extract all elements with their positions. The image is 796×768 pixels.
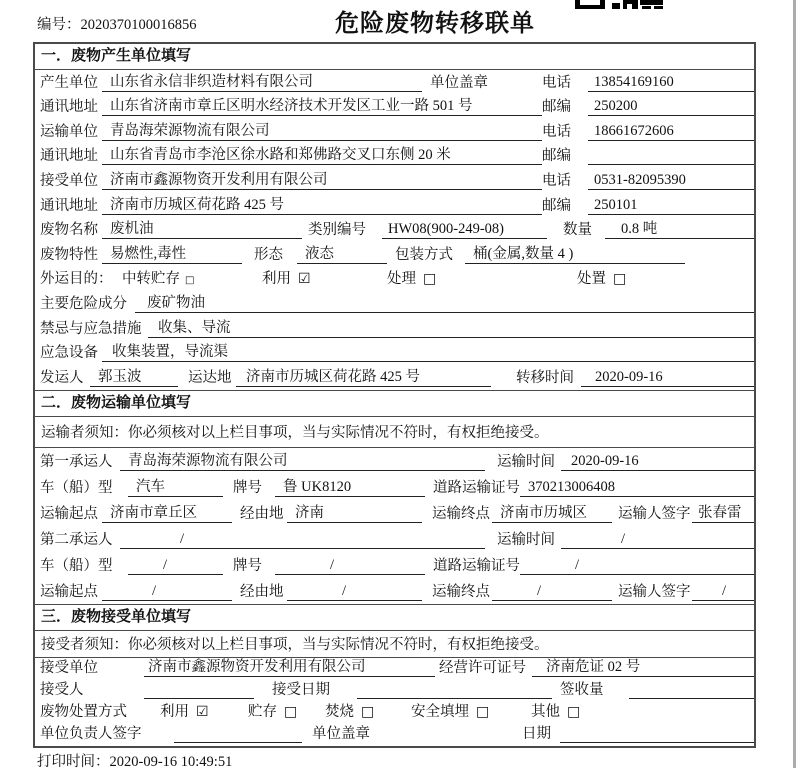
section-header-transporter: 二．废物运输单位填写: [35, 391, 754, 417]
category-code-label: 类别编号: [308, 222, 366, 239]
destination-field: 济南市历城区荷花路 425 号: [236, 368, 491, 387]
waste-property-label: 废物特性: [40, 246, 98, 263]
transfer-date-label: 转移时间: [516, 369, 574, 386]
section-producer: [35, 44, 754, 390]
disposal-incinerate-checkbox: [325, 703, 411, 721]
disposal-storage-checkbox: [248, 703, 325, 721]
unit-leader-signature-field: [174, 725, 302, 743]
carrier-signature2-field: /: [692, 582, 754, 601]
checkbox-icon: □: [284, 703, 298, 720]
vehicle-type-label: 车（船）型: [40, 479, 113, 496]
producer-phone-field: 13854169160: [588, 73, 754, 92]
road-permit-field: 370213006408: [520, 478, 754, 497]
plate-number-label: 牌号: [233, 479, 262, 496]
route-end-label: 运输终点: [432, 505, 490, 522]
first-carrier-label: 第一承运人: [40, 453, 113, 470]
form-row: [35, 578, 754, 604]
disposal-incinerate-checkbox-label: 焚烧: [325, 703, 354, 720]
form-row: [35, 193, 754, 218]
transfer-storage-checkbox-label: 中转贮存: [122, 271, 180, 288]
license-number-field: 济南危证 02 号: [532, 658, 754, 677]
producer-phone-label: 电话: [542, 74, 571, 91]
form-row: [35, 291, 754, 316]
utilize-checkbox-label: 利用: [262, 271, 291, 288]
disposal-other-checkbox-label: 其他: [531, 703, 560, 720]
accept-date-label: 接受日期: [272, 681, 330, 698]
route-via-label: 经由地: [240, 505, 284, 522]
route-via-field: 济南: [287, 504, 422, 523]
vehicle-type2-field: /: [128, 556, 223, 575]
plate-number2-field: /: [275, 556, 425, 575]
producer-unit-field: 山东省永信非织造材料有限公司: [102, 73, 422, 92]
carrier-signature2-label: 运输人签字: [618, 583, 691, 600]
outbound-purpose-label: 外运目的：: [40, 271, 113, 288]
transport-postcode-label: 邮编: [542, 148, 571, 165]
unit-seal2-text: 单位盖章: [312, 725, 370, 742]
road-permit2-label: 道路运输证号: [433, 557, 520, 574]
dispose-checkbox-label: 处置: [577, 271, 606, 288]
disposal-method-label: 废物处置方式: [40, 703, 127, 720]
transfer-storage-checkbox: [122, 270, 262, 288]
transport-date2-label: 运输时间: [497, 531, 555, 548]
received-amount-label: 签收量: [560, 681, 604, 698]
producer-postcode-field: 250200: [588, 97, 754, 116]
section-transporter: [35, 390, 754, 604]
transport-address-field: 山东省青岛市李沧区徐水路和郑佛路交叉口东侧 20 米: [102, 146, 542, 165]
quantity-field: 0.8 吨: [605, 220, 754, 239]
emergency-equipment-field: 收集装置，导流渠: [102, 343, 754, 362]
checkbox-checked-icon: ☑: [196, 703, 209, 720]
form-row: [35, 168, 754, 193]
disposal-utilize-checkbox-label: 利用: [160, 703, 189, 720]
road-permit-label: 道路运输证号: [433, 479, 520, 496]
producer-address-field: 山东省济南市章丘区明水经济技术开发区工业一路 501 号: [102, 97, 542, 116]
carrier-signature-label: 运输人签字: [618, 505, 691, 522]
form-row: [35, 341, 754, 366]
accept-person-field: [144, 681, 254, 699]
route-end2-field: /: [492, 582, 612, 601]
page-title: 危险废物转移联单: [335, 10, 535, 37]
plate-number-field: 鲁 UK8120: [275, 478, 425, 497]
emergency-measures-field: 收集、导流: [148, 319, 754, 338]
checkbox-icon: □: [613, 271, 627, 288]
checkbox-icon: □: [567, 703, 581, 720]
main-hazard-field: 废矿物油: [135, 294, 754, 313]
transport-unit-field: 青岛海荣源物流有限公司: [102, 122, 542, 141]
route-end2-label: 运输终点: [432, 583, 490, 600]
form-row: [35, 680, 754, 702]
disposal-storage-checkbox-label: 贮存: [248, 703, 277, 720]
second-carrier-label: 第二承运人: [40, 531, 113, 548]
receiver-postcode-field: 250101: [588, 196, 754, 215]
accept-unit-field: 济南市鑫源物资开发利用有限公司: [144, 658, 435, 677]
treat-checkbox: [387, 270, 577, 288]
section-header-receiver: 三．废物接受单位填写: [35, 605, 754, 631]
form-row: [35, 500, 754, 526]
unit-seal-text: 单位盖章: [430, 74, 488, 91]
route-start2-field: /: [102, 582, 232, 601]
form-row: [35, 658, 754, 680]
receiver-unit-label: 接受单位: [40, 172, 98, 189]
print-time: [37, 750, 232, 768]
route-start-label: 运输起点: [40, 505, 98, 522]
qr-code-icon: [575, 0, 663, 9]
checkbox-icon: □: [361, 703, 375, 720]
form-row: [35, 724, 754, 746]
transport-postcode-field: [588, 147, 754, 165]
waste-name-label: 废物名称: [40, 222, 98, 239]
serial-value: 2020370100016856: [80, 17, 197, 33]
disposal-other-checkbox: [531, 703, 754, 721]
form-row: [35, 448, 754, 474]
producer-postcode-label: 邮编: [542, 99, 571, 116]
route-start-field: 济南市章丘区: [102, 504, 232, 523]
receiver-notice: 接受者须知：你必须核对以上栏目事项，当与实际情况不符时，有权拒绝接受。: [35, 631, 754, 658]
form-row: [35, 242, 754, 267]
plate-number2-label: 牌号: [233, 557, 262, 574]
disposal-landfill-checkbox-label: 安全填埋: [411, 703, 469, 720]
receiver-phone-label: 电话: [542, 172, 571, 189]
checkbox-icon: □: [476, 703, 490, 720]
license-number-label: 经营许可证号: [439, 659, 526, 676]
form-row: [35, 702, 754, 724]
receiver-address-label: 通讯地址: [40, 197, 98, 214]
consignor-label: 发运人: [40, 369, 84, 386]
disposal-landfill-checkbox: [411, 703, 531, 721]
date-field: [560, 725, 754, 743]
route-end-field: 济南市历城区: [492, 504, 612, 523]
print-time-label: 打印时间：: [37, 754, 110, 768]
packaging-field: 桶(金属,数量 4 ): [465, 245, 685, 264]
checkbox-icon: □: [185, 275, 195, 287]
vehicle-type2-label: 车（船）型: [40, 557, 113, 574]
route-via2-label: 经由地: [240, 583, 284, 600]
section-header-producer: 一．废物产生单位填写: [35, 44, 754, 70]
form-row: [35, 316, 754, 341]
dispose-checkbox: [577, 270, 754, 288]
destination-label: 运达地: [188, 369, 232, 386]
emergency-equipment-label: 应急设备: [40, 345, 98, 362]
transporter-notice: 运输者须知：你必须核对以上栏目事项，当与实际情况不符时，有权拒绝接受。: [35, 417, 754, 448]
main-hazard-label: 主要危险成分: [40, 295, 127, 312]
form-row: [35, 218, 754, 243]
receiver-unit-field: 济南市鑫源物资开发利用有限公司: [102, 171, 542, 190]
consignor-field: 郭玉波: [90, 368, 178, 387]
section-receiver: [35, 604, 754, 746]
transport-date-label: 运输时间: [497, 453, 555, 470]
producer-unit-label: 产生单位: [40, 74, 98, 91]
second-carrier-field: /: [120, 530, 485, 549]
waste-property-field: 易燃性,毒性: [102, 245, 242, 264]
transport-unit-label: 运输单位: [40, 123, 98, 140]
receiver-phone-field: 0531-82095390: [588, 171, 754, 190]
packaging-label: 包装方式: [395, 246, 453, 263]
form-row: [35, 526, 754, 552]
form-state-field: 液态: [297, 245, 387, 264]
treat-checkbox-label: 处理: [387, 271, 416, 288]
utilize-checkbox: [262, 270, 387, 288]
form-row: [35, 474, 754, 500]
checkbox-icon: □: [423, 271, 437, 288]
transfer-date-field: 2020-09-16: [581, 368, 754, 387]
form-state-label: 形态: [254, 246, 283, 263]
received-amount-field: [629, 681, 754, 699]
unit-leader-signature-label: 单位负责人签字: [40, 725, 142, 742]
form-row: [35, 552, 754, 578]
date-label: 日期: [522, 725, 551, 742]
disposal-utilize-checkbox: [160, 703, 248, 721]
vehicle-type-field: 汽车: [128, 478, 223, 497]
print-time-value: 2020-09-16 10:49:51: [109, 754, 233, 768]
first-carrier-field: 青岛海荣源物流有限公司: [120, 452, 485, 471]
accept-date-field: [357, 681, 552, 699]
checkbox-checked-icon: ☑: [298, 271, 311, 288]
form-row: [35, 119, 754, 144]
form-row: [35, 95, 754, 120]
transport-phone-label: 电话: [542, 123, 571, 140]
transport-date-field: 2020-09-16: [561, 452, 754, 471]
transport-phone-field: 18661672606: [588, 122, 754, 141]
route-via2-field: /: [287, 582, 422, 601]
receiver-address-field: 济南市历城区荷花路 425 号: [102, 196, 542, 215]
serial-label: 编号：: [37, 17, 81, 33]
form-row: [35, 267, 754, 292]
producer-address-label: 通讯地址: [40, 99, 98, 116]
form-row: [35, 70, 754, 95]
carrier-signature-field: 张春雷: [692, 504, 754, 523]
accept-unit-label: 接受单位: [40, 659, 98, 676]
form-row: [35, 365, 754, 390]
quantity-label: 数量: [563, 222, 592, 239]
accept-person-label: 接受人: [40, 681, 84, 698]
road-permit2-field: /: [520, 556, 754, 575]
manifest-form: [33, 42, 756, 748]
waste-name-field: 废机油: [102, 220, 302, 239]
category-code-field: HW08(900-249-08): [382, 220, 547, 239]
emergency-measures-label: 禁忌与应急措施: [40, 320, 142, 337]
transport-date2-field: /: [561, 530, 754, 549]
form-row: [35, 144, 754, 169]
receiver-postcode-label: 邮编: [542, 197, 571, 214]
route-start2-label: 运输起点: [40, 583, 98, 600]
transport-address-label: 通讯地址: [40, 148, 98, 165]
